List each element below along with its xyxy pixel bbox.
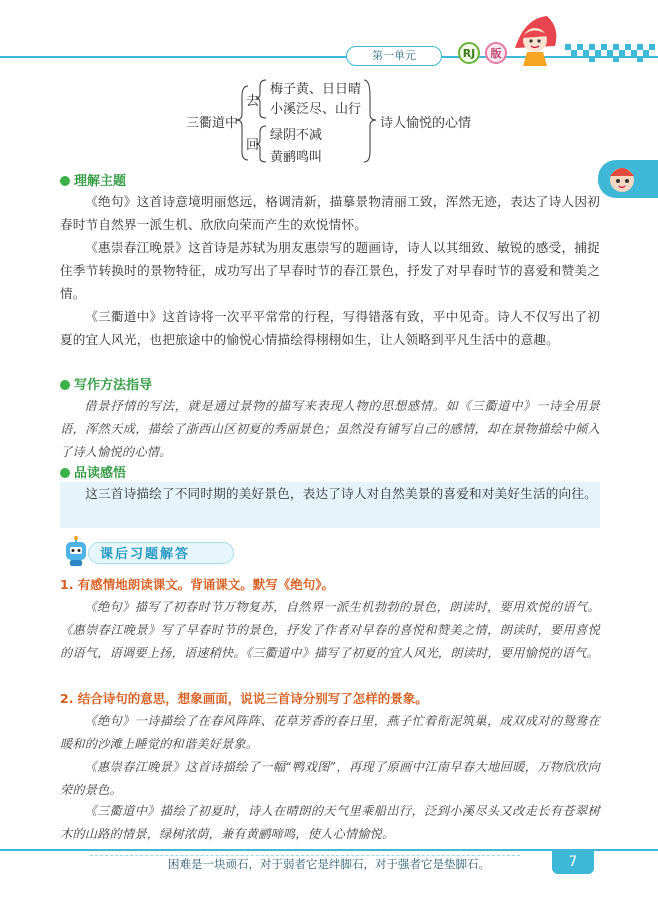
answer-2-paragraph: 《绝句》一诗描绘了在春风阵阵、花草芳香的春日里，燕子忙着衔泥筑巢，成双成对的鸳鸯在暖和的沙滩上睡觉的和谐美好景象。 (60, 714, 600, 751)
diagram-go-label: 去 (246, 94, 260, 109)
theme-paragraph: 《惠崇春江晚景》这首诗是苏轼为朋友惠崇写的题画诗，诗人以其细致、敏锐的感受，捕捉住季节转换时的景物特征，成功写出了早春时节的春江景色，抒发了对早春时节的喜爱和赞美之情。 (60, 240, 600, 301)
diagram-back-item: 黄鹂鸣叫 (270, 150, 323, 165)
answer-1: 《绝句》描写了初春时节万物复苏，自然界一派生机勃勃的景色，朗读时，要用欢悦的语气。《惠崇春江晚景》写了早春时节的景色，抒发了作者对早春的喜悦和赞美之情，朗读时，要用喜悦的语气，语调要上扬，语速稍快。《三衢道中》描写了初夏的宜人风光，朗读时，要用愉悦的语气。 (60, 600, 600, 660)
unit-label: 第一单元 (346, 46, 442, 66)
question-1: 1. 有感情地朗读课文。背诵课文。默写《绝句》。 (60, 577, 335, 592)
section-title-theme: 理解主题 (60, 170, 126, 189)
edition-badge-ban: 版 (485, 42, 507, 64)
feel-paragraph: 这三首诗描绘了不同时期的美好景色，表达了诗人对自然美景的喜爱和对美好生活的向往。 (85, 486, 597, 501)
section-title-feel: 品读感悟 (60, 462, 126, 481)
poem-structure-diagram (180, 76, 510, 168)
answer-2-paragraph: 《惠崇春江晚景》这首诗描绘了一幅“鸭戏图”，再现了原画中江南早春大地回暖，万物欣欣向荣的景色。 (60, 760, 600, 797)
section-bullet-icon (60, 176, 70, 186)
diagram-back-label: 回 (246, 138, 260, 153)
diagram-go-item: 梅子黄、日日晴 (270, 82, 362, 97)
section-bullet-icon (60, 380, 70, 390)
theme-paragraph: 《三衢道中》这首诗将一次平平常常的行程，写得错落有致，平中见奇。诗人不仅写出了初夏的宜人风光，也把旅途中的愉悦心情描绘得栩栩如生，让人领略到平凡生活中的意趣。 (60, 309, 600, 347)
exercise-banner-label: 课后习题解答 (100, 547, 191, 562)
page-number: 7 (552, 850, 594, 874)
diagram-back-item: 绿阴不减 (270, 128, 323, 143)
edition-badge-rj: RJ (458, 42, 480, 64)
diagram-go-item: 小溪泛尽、山行 (270, 102, 362, 117)
theme-paragraph: 《绝句》这首诗意境明丽悠远，格调清新，描摹景物清丽工致，浑然无迹，表达了诗人因初春时节自然界一派生机、欣欣向荣而产生的欢悦情怀。 (60, 194, 600, 232)
answer-2-paragraph: 《三衢道中》描绘了初夏时，诗人在晴朗的天气里乘船出行，泛到小溪尽头又改走长有苍翠树木的山路的情景，绿树浓荫，兼有黄鹂啼鸣，使人心情愉悦。 (60, 804, 600, 841)
robot-mascot-icon (60, 536, 94, 568)
question-2: 2. 结合诗句的意思，想象画面，说说三首诗分别写了怎样的景象。 (60, 691, 428, 706)
exercise-banner (60, 536, 235, 568)
section-bullet-icon (60, 468, 70, 478)
section-title-method: 写作方法指导 (60, 374, 152, 393)
page-header (0, 0, 658, 72)
diagram-conclusion: 诗人愉悦的心情 (380, 116, 472, 131)
footer-motto: 困难是一块顽石，对于弱者它是绊脚石，对于强者它是垫脚石。 (168, 857, 490, 871)
side-tab (598, 160, 658, 198)
girl-mascot-icon (505, 8, 565, 68)
diagram-poem-title: 三衢道中 (186, 116, 239, 131)
method-paragraph: 借景抒情的写法，就是通过景物的描写来表现人物的思想感情。如《三衢道中》一诗全用景语，浑然天成，描绘了浙西山区初夏的秀丽景色；虽然没有铺写自己的感情，却在景物描绘中倾入了诗人愉悦的心情。 (60, 399, 600, 459)
fox-mascot-icon (604, 162, 644, 196)
checker-pattern-icon (565, 44, 658, 62)
